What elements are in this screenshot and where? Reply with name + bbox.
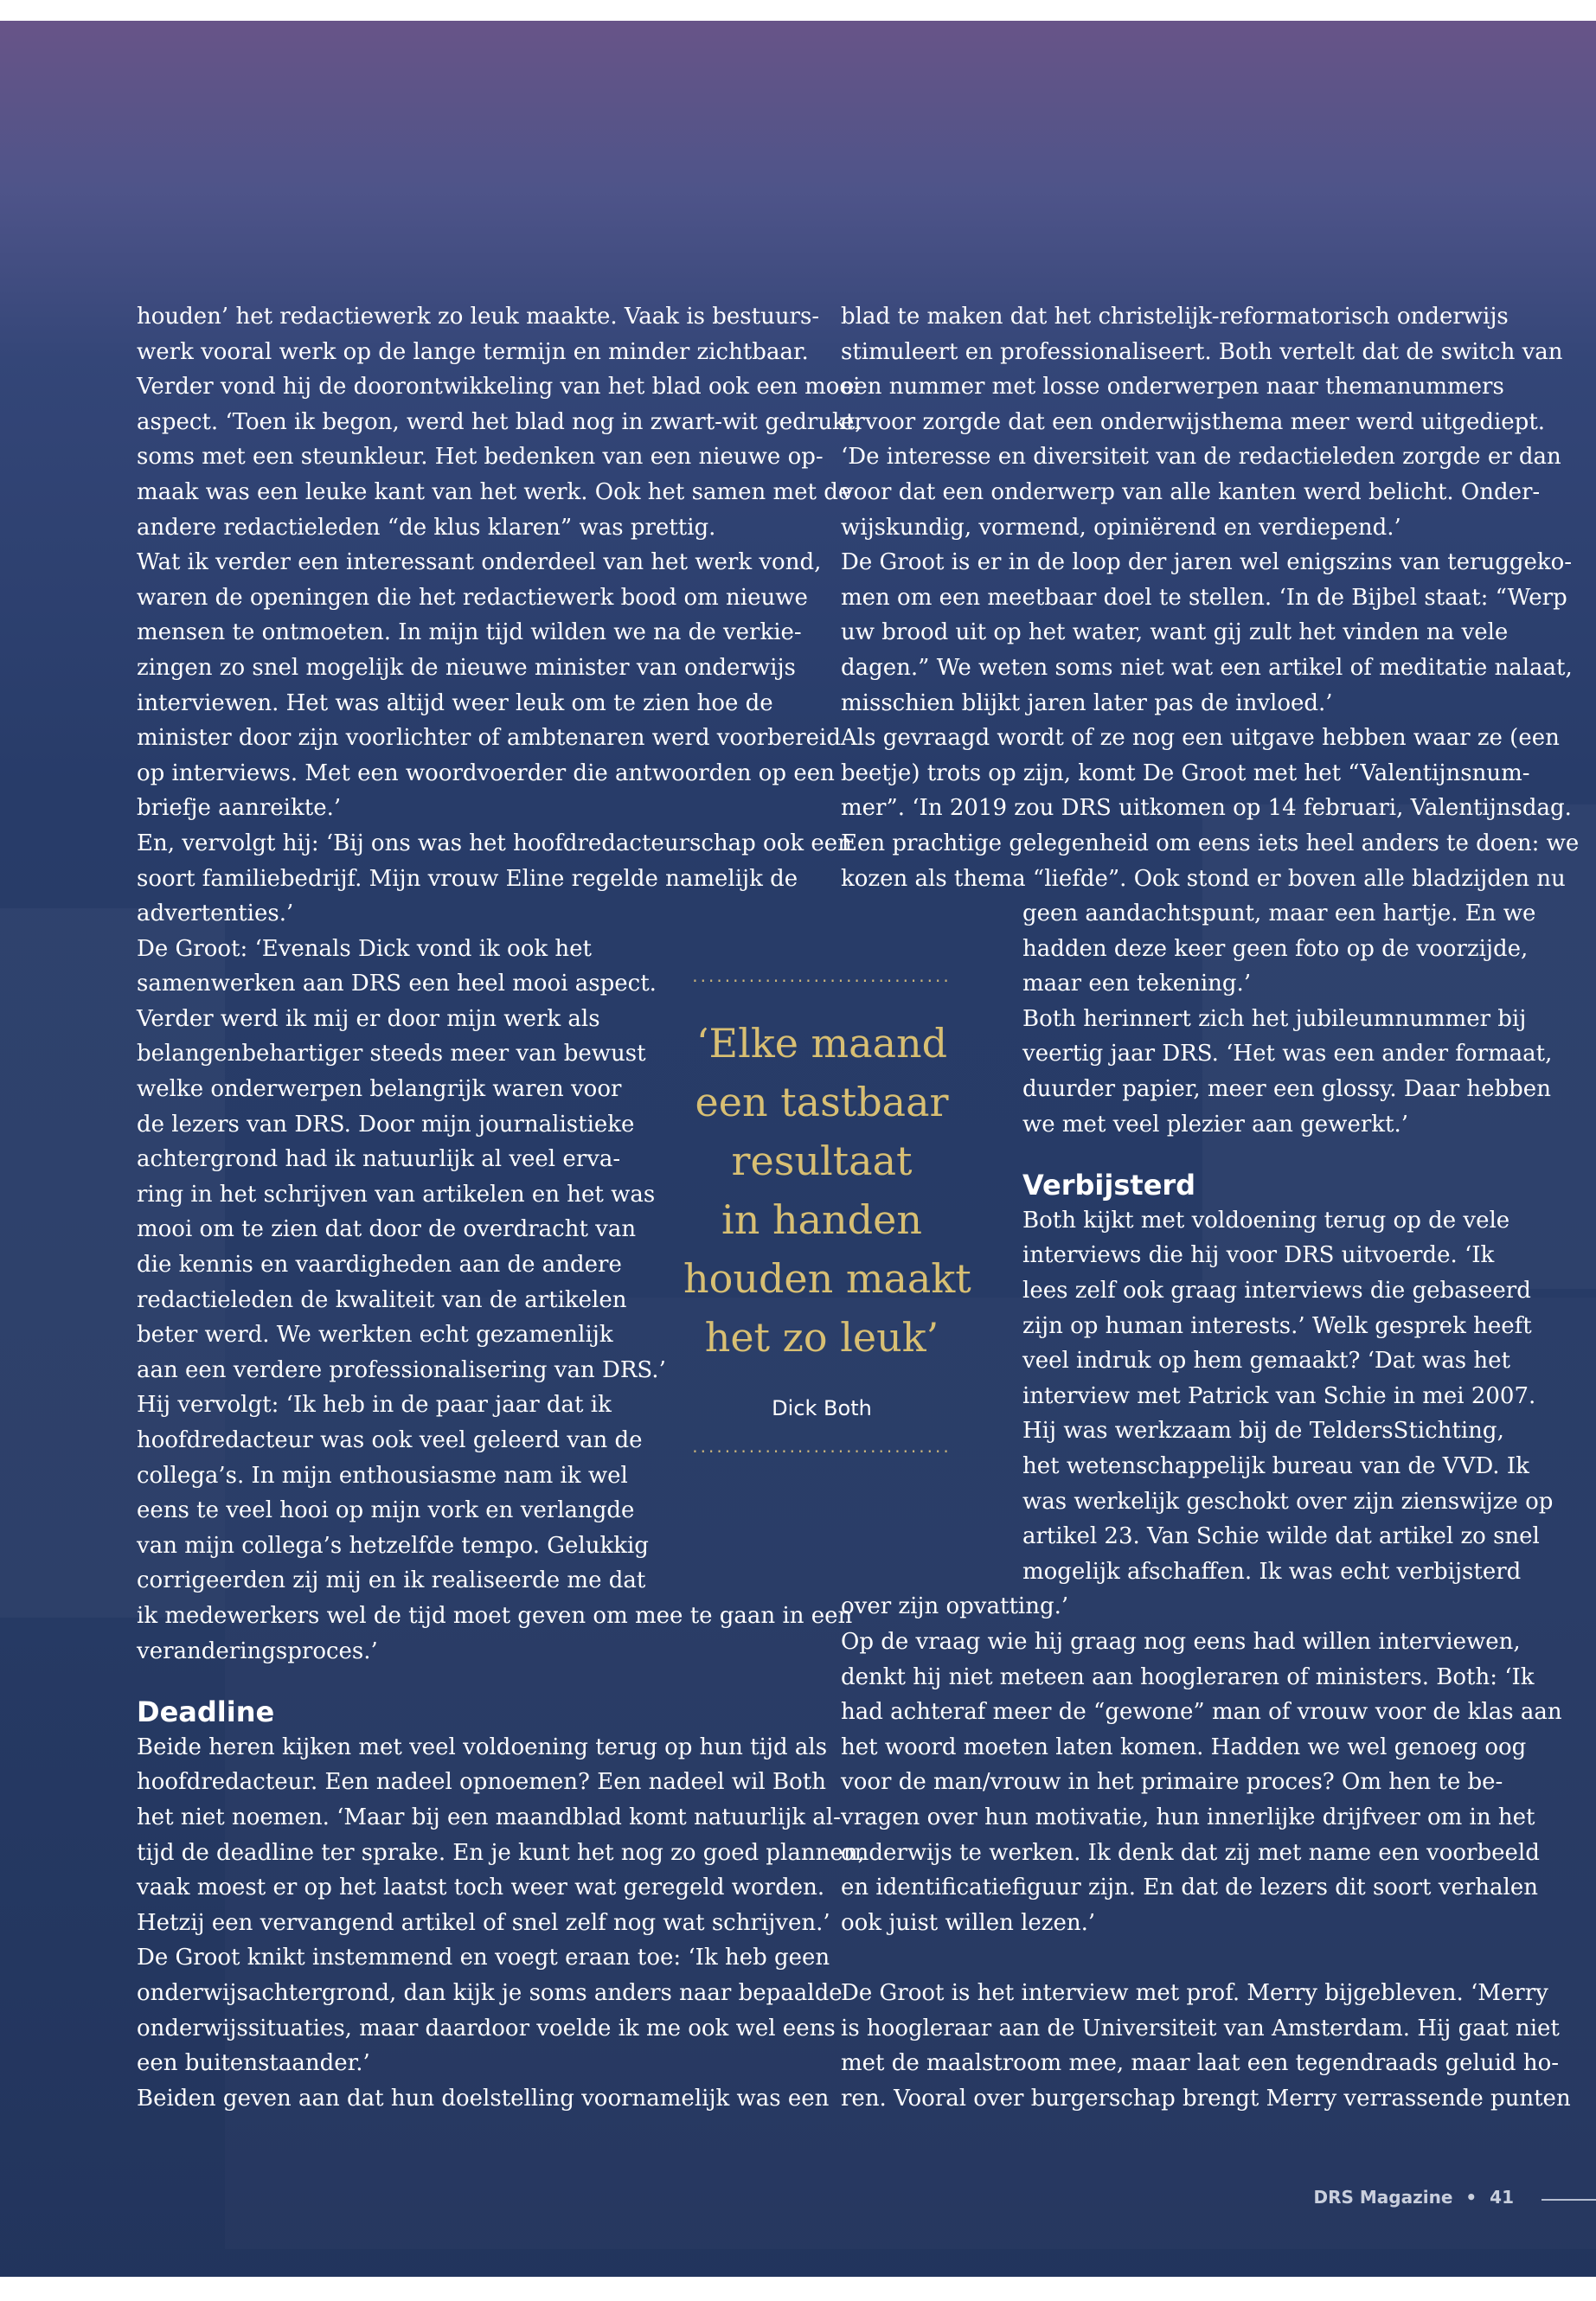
text-line: Verder vond hij de doorontwikkeling van het blad ook een mooi	[137, 374, 861, 401]
text-line: ik medewerkers wel de tijd moet geven om mee te gaan in een	[137, 1602, 853, 1629]
right-body-c	[841, 1976, 1571, 2116]
text-line: briefje aanreikte.’	[137, 795, 342, 822]
pull-quote-author: Dick Both	[772, 1396, 872, 1420]
text-line: Hetzij een vervangend artikel of snel zelf nog wat schrijven.’	[137, 1909, 830, 1936]
text-line: mogelijk afschaffen. Ik was echt verbijsterd	[1022, 1558, 1522, 1585]
text-line: aspect. ‘Toen ik begon, werd het blad nog in zwart-wit gedrukt,	[137, 408, 862, 435]
text-line: ook juist willen lezen.’	[841, 1909, 1096, 1936]
text-line: soort familiebedrijf. Mijn vrouw Eline regelde namelijk de	[137, 865, 798, 892]
text-line: De Groot knikt instemmend en voegt eraan toe: ‘Ik heb geen	[137, 1945, 830, 1971]
text-line: van mijn collega’s hetzelfde tempo. Gelukkig	[137, 1532, 649, 1559]
text-line: Both herinnert zich het jubileumnummer bij	[1022, 1005, 1527, 1032]
text-line: minister door zijn voorlichter of ambtenaren werd voorbereid	[137, 725, 841, 752]
text-line: interview met Patrick van Schie in mei 2007.	[1022, 1382, 1536, 1409]
text-line: andere redactieleden “de klus klaren” was prettig.	[137, 514, 716, 541]
text-line: interviews die hij voor DRS uitvoerde. ‘Ik	[1022, 1242, 1495, 1269]
text-line: mensen te ontmoeten. In mijn tijd wilden we na de verkie-	[137, 619, 802, 646]
text-line: advertenties.’	[137, 901, 294, 927]
text-line: maar een tekening.’	[1022, 971, 1252, 997]
text-line: achtergrond had ik natuurlijk al veel erva-	[137, 1146, 621, 1173]
text-line: onderwijs te werken. Ik denk dat zij met name een voorbeeld	[841, 1839, 1540, 1866]
text-line: Hij vervolgt: ‘Ik heb in de paar jaar dat ik	[137, 1392, 612, 1419]
pull-quote-text	[683, 1014, 971, 1367]
text-line: vragen over hun motivatie, hun innerlijke drijfveer om in het	[841, 1804, 1535, 1830]
page-footer	[1314, 2187, 1514, 2208]
text-line: het wetenschappelijk bureau van de VVD. Ik	[1022, 1453, 1529, 1479]
text-line: dagen.” We weten soms niet wat een artikel of meditatie nalaat,	[841, 654, 1573, 681]
text-line: Als gevraagd wordt of ze nog een uitgave hebben waar ze (een	[841, 725, 1560, 752]
text-line: met de maalstroom mee, maar laat een tegendraads geluid ho-	[841, 2050, 1560, 2077]
text-line: mer”. ‘In 2019 zou DRS uitkomen op 14 februari, Valentijnsdag.	[841, 795, 1572, 822]
text-line: Hij was werkzaam bij de TeldersStichting,	[1022, 1418, 1504, 1445]
text-line: houden’ het redactiewerk zo leuk maakte. Vaak is bestuurs-	[137, 304, 820, 330]
text-line: mooi om te zien dat door de overdracht van	[137, 1216, 637, 1243]
text-line: het woord moeten laten komen. Hadden we wel genoeg oog	[841, 1734, 1527, 1760]
text-line: kozen als thema “liefde”. Ook stond er boven alle bladzijden nu	[841, 865, 1566, 892]
text-line: Een prachtige gelegenheid om eens iets heel anders te doen: we	[841, 830, 1580, 856]
text-line: geen aandachtspunt, maar een hartje. En we	[1022, 901, 1536, 927]
text-line: ervoor zorgde dat een onderwijsthema meer werd uitgediept.	[841, 408, 1546, 435]
text-line: op interviews. Met een woordvoerder die antwoorden op een	[137, 760, 835, 786]
text-line: het zo leuk’	[704, 1314, 939, 1361]
top-margin	[0, 0, 1596, 21]
text-line: een nummer met losse onderwerpen naar themanummers	[841, 374, 1504, 401]
text-line: Both kijkt met voldoening terug op de vele	[1022, 1207, 1510, 1234]
text-line: Beiden geven aan dat hun doelstelling voornamelijk was een	[137, 2085, 830, 2112]
pull-quote-top-dots: ................................	[692, 965, 952, 986]
text-line: veel indruk op hem gemaakt? ‘Dat was het	[1022, 1348, 1510, 1375]
text-line: waren de openingen die het redactiewerk bood om nieuwe	[137, 584, 808, 611]
text-line: De Groot is het interview met prof. Merry bijgebleven. ‘Merry	[841, 1979, 1548, 2006]
paragraph-gap	[841, 1940, 1516, 1976]
text-line: onderwijssituaties, maar daardoor voelde ik me ook wel eens	[137, 2015, 836, 2041]
text-line: De Groot: ‘Evenals Dick vond ik ook het	[137, 935, 592, 962]
text-line: redactieleden de kwaliteit van de artikelen	[137, 1286, 627, 1313]
text-line: is hoogleraar aan de Universiteit van Amsterdam. Hij gaat niet	[841, 2015, 1560, 2041]
text-line: collega’s. In mijn enthousiasme nam ik wel	[137, 1462, 628, 1489]
text-line: was werkelijk geschokt over zijn zienswijze op	[1022, 1488, 1554, 1515]
footer-rule	[1542, 2199, 1596, 2201]
text-line: Verder werd ik mij er door mijn werk als	[137, 1005, 600, 1032]
text-line: Wat ik verder een interessant onderdeel van het werk vond,	[137, 549, 822, 576]
text-line: stimuleert en professionaliseert. Both vertelt dat de switch van	[841, 338, 1563, 365]
text-line: soms met een steunkleur. Het bedenken van een nieuwe op-	[137, 444, 824, 471]
text-line: een buitenstaander.’	[137, 2050, 370, 2077]
text-line: in handen	[721, 1196, 922, 1243]
footer-magazine-name: DRS Magazine	[1313, 2187, 1453, 2208]
text-line: misschien blijkt jaren later pas de invloed.’	[841, 689, 1333, 716]
text-line: beetje) trots op zijn, komt De Groot met het “Valentijnsnum-	[841, 760, 1530, 786]
section-heading-verbijsterd: Verbijsterd	[1022, 1169, 1196, 1202]
text-line: denkt hij niet meteen aan hoogleraren of ministers. Both: ‘Ik	[841, 1663, 1535, 1690]
text-line: over zijn opvatting.’	[841, 1593, 1069, 1620]
text-line: Beide heren kijken met veel voldoening terug op hun tijd als	[137, 1734, 828, 1760]
text-line: ‘Elke maand	[695, 1020, 948, 1067]
text-line: veertig jaar DRS. ‘Het was een ander formaat,	[1022, 1041, 1553, 1067]
text-line: duurder papier, meer een glossy. Daar hebben	[1022, 1076, 1551, 1103]
pull-quote	[683, 965, 971, 1462]
left-body-b	[137, 1730, 865, 2117]
text-line: zijn op human interests.’ Welk gesprek heeft	[1022, 1312, 1532, 1339]
text-line: en identificatiefiguur zijn. En dat de lezers dit soort verhalen	[841, 1875, 1538, 1901]
text-line: had achteraf meer de “gewone” man of vrouw voor de klas aan	[841, 1699, 1562, 1726]
text-line: werk vooral werk op de lange termijn en minder zichtbaar.	[137, 338, 809, 365]
text-line: lees zelf ook graag interviews die gebaseerd	[1022, 1278, 1531, 1304]
text-line: interviewen. Het was altijd weer leuk om te zien hoe de	[137, 689, 773, 716]
text-line: hadden deze keer geen foto op de voorzijde,	[1022, 935, 1529, 962]
text-line: we met veel plezier aan gewerkt.’	[1022, 1111, 1408, 1138]
pull-quote-bottom-dots: ................................	[692, 1436, 952, 1457]
text-line: men om een meetbaar doel te stellen. ‘In de Bijbel staat: “Werp	[841, 584, 1567, 611]
text-line: maak was een leuke kant van het werk. Ook het samen met de	[137, 478, 852, 505]
text-line: De Groot is er in de loop der jaren wel enigszins van teruggeko-	[841, 549, 1573, 576]
text-line: uw brood uit op het water, want gij zult het vinden na vele	[841, 619, 1509, 646]
text-line: het niet noemen. ‘Maar bij een maandblad komt natuurlijk al-	[137, 1804, 841, 1830]
right-body-a	[841, 299, 1580, 896]
text-line: corrigeerden zij mij en ik realiseerde me dat	[137, 1567, 646, 1594]
text-line: voor dat een onderwerp van alle kanten werd belicht. Onder-	[841, 478, 1541, 505]
text-line: resultaat	[731, 1138, 913, 1184]
section-heading-deadline: Deadline	[137, 1695, 275, 1729]
text-line: een tastbaar	[695, 1079, 949, 1125]
text-line: ring in het schrijven van artikelen en het was	[137, 1181, 656, 1208]
text-line: die kennis en vaardigheden aan de andere	[137, 1252, 622, 1279]
text-line: blad te maken dat het christelijk-reformatorisch onderwijs	[841, 304, 1509, 330]
bottom-margin	[0, 2277, 1596, 2301]
text-line: Op de vraag wie hij graag nog eens had willen interviewen,	[841, 1628, 1521, 1655]
text-line: belangenbehartiger steeds meer van bewust	[137, 1041, 646, 1067]
text-line: ren. Vooral over burgerschap brengt Merry verrassende punten	[841, 2085, 1571, 2112]
footer-page-number: 41	[1490, 2187, 1514, 2208]
text-line: artikel 23. Van Schie wilde dat artikel zo snel	[1022, 1523, 1540, 1550]
text-line: voor de man/vrouw in het primaire proces? Om hen te be-	[841, 1769, 1503, 1796]
text-line: houden maakt	[683, 1255, 971, 1302]
text-line: veranderingsproces.’	[137, 1638, 378, 1664]
text-line: welke onderwerpen belangrijk waren voor	[137, 1076, 622, 1103]
text-line: ‘De interesse en diversiteit van de redactieleden zorgde er dan	[841, 444, 1561, 471]
right-body-b	[841, 1589, 1562, 1940]
text-line: wijskundig, vormend, opiniërend en verdiepend.’	[841, 514, 1401, 541]
text-line: zingen zo snel mogelijk de nieuwe minister van onderwijs	[137, 654, 796, 681]
text-line: eens te veel hooi op mijn vork en verlangde	[137, 1497, 635, 1524]
text-line: beter werd. We werkten echt gezamenlijk	[137, 1322, 613, 1349]
text-line: tijd de deadline ter sprake. En je kunt het nog zo goed plannen,	[137, 1839, 865, 1866]
text-line: samenwerken aan DRS een heel mooi aspect.	[137, 971, 657, 997]
text-line: de lezers van DRS. Door mijn journalistieke	[137, 1111, 635, 1138]
text-line: aan een verdere professionalisering van DRS.’	[137, 1356, 666, 1383]
text-line: hoofdredacteur was ook veel geleerd van de	[137, 1427, 643, 1453]
text-line: En, vervolgt hij: ‘Bij ons was het hoofdredacteurschap ook een	[137, 830, 852, 856]
text-line: onderwijsachtergrond, dan kijk je soms anders naar bepaalde	[137, 1979, 843, 2006]
footer-separator: •	[1465, 2187, 1477, 2208]
text-line: vaak moest er op het laatst toch weer wat geregeld worden.	[137, 1875, 825, 1901]
text-line: hoofdredacteur. Een nadeel opnoemen? Een nadeel wil Both	[137, 1769, 826, 1796]
